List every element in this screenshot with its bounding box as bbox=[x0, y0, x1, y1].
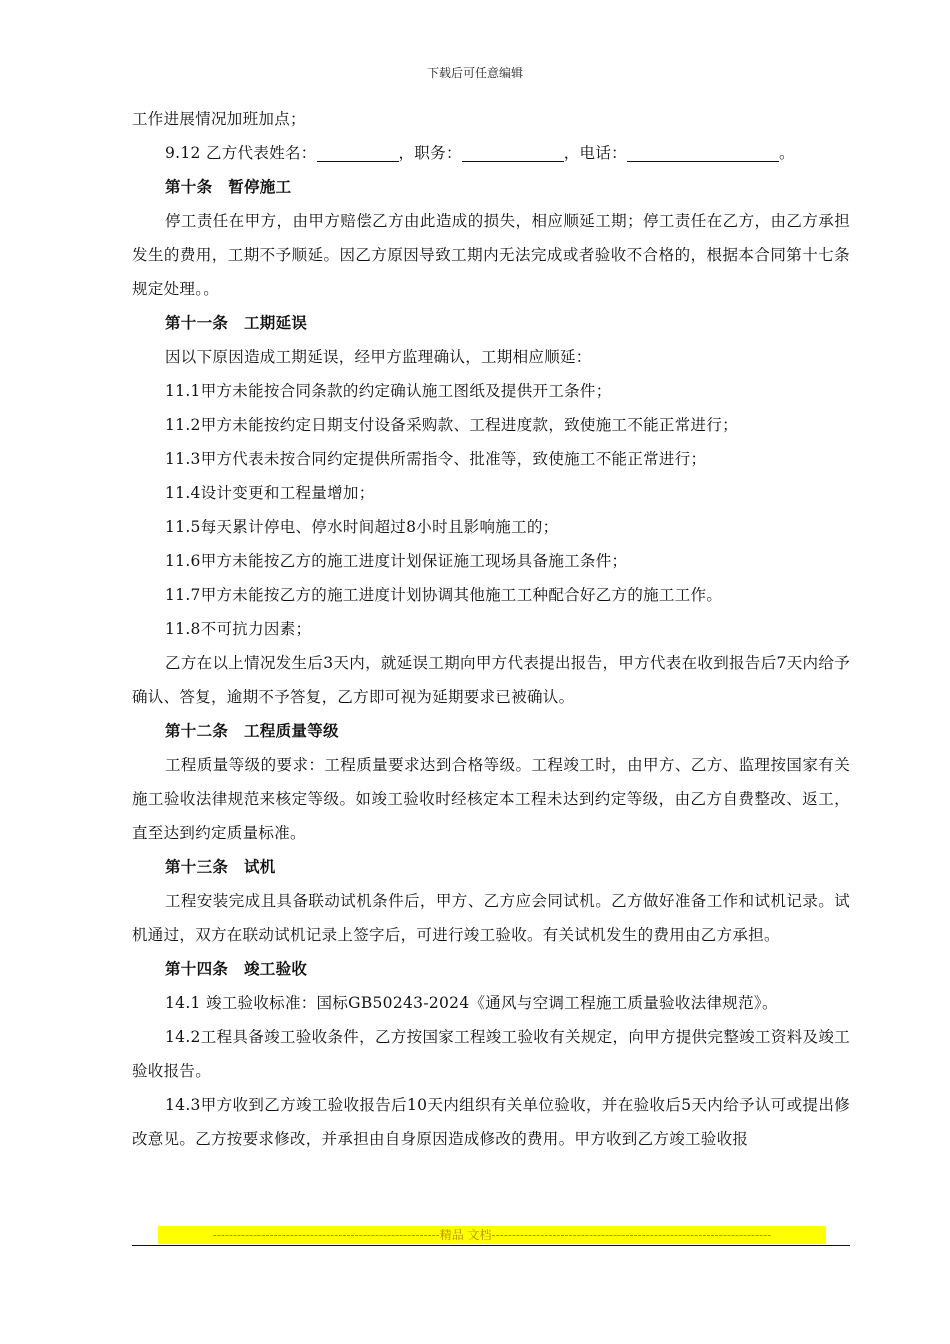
page-header: 下载后可任意编辑 bbox=[426, 66, 523, 80]
rep-end: 。 bbox=[778, 144, 795, 162]
footer-banner: --------------------------------------------------------精品 文档--------------------------------------------------------------------- bbox=[158, 1226, 826, 1244]
representative-line bbox=[132, 136, 850, 170]
rep-name-label: 9.12 乙方代表姓名： bbox=[165, 144, 317, 162]
clause-item: 14.1 竣工验收标准：国标GB50243-2024《通风与空调工程施工质量验收法律规范》。 bbox=[165, 994, 778, 1012]
clause-item: 11.5每天累计停电、停水时间超过8小时且影响施工的； bbox=[165, 518, 559, 536]
clause-item: 11.3甲方代表未按合同约定提供所需指令、批准等，致使施工不能正常进行； bbox=[165, 450, 707, 468]
document-body bbox=[132, 102, 850, 1156]
clause-item: 11.7甲方未能按乙方的施工进度计划协调其他施工工种配合好乙方的施工工作。 bbox=[165, 586, 723, 604]
section-heading: 第十三条 试机 bbox=[165, 857, 276, 876]
rep-job-blank bbox=[462, 143, 564, 162]
paragraph: 工程质量等级的要求：工程质量要求达到合格等级。工程竣工时，由甲方、乙方、监理按国家有关施工验收法律规范来核定等级。如竣工验收时经核定本工程未达到约定等级，由乙方自费整改、返工，直至达到约定质量标准。 bbox=[132, 756, 850, 842]
rep-phone-blank bbox=[627, 143, 779, 162]
clause-item: 11.2甲方未能按约定日期支付设备采购款、工程进度款，致使施工不能正常进行； bbox=[165, 416, 738, 434]
section-heading: 第十条 暂停施工 bbox=[165, 177, 292, 196]
clause-item: 14.3甲方收到乙方竣工验收报告后10天内组织有关单位验收，并在验收后5天内给予认可或提出修改意见。乙方按要求修改，并承担由自身原因造成修改的费用。甲方收到乙方竣工验收报 bbox=[132, 1096, 850, 1148]
clause-item: 11.4设计变更和工程量增加； bbox=[165, 484, 375, 502]
rep-name-blank bbox=[317, 143, 399, 162]
clause-item: 11.6甲方未能按乙方的施工进度计划保证施工现场具备施工条件； bbox=[165, 552, 628, 570]
section-heading: 第十二条 工程质量等级 bbox=[165, 721, 339, 740]
section-heading: 第十四条 竣工验收 bbox=[165, 959, 308, 978]
paragraph: 停工责任在甲方，由甲方赔偿乙方由此造成的损失，相应顺延工期；停工责任在乙方，由乙方承担发生的费用，工期不予顺延。因乙方原因导致工期内无法完成或者验收不合格的，根据本合同第十七条规定处理。。 bbox=[132, 212, 850, 298]
paragraph: 乙方在以上情况发生后3天内，就延误工期向甲方代表提出报告，甲方代表在收到报告后7天内给予确认、答复，逾期不予答复，乙方即可视为延期要求已被确认。 bbox=[132, 654, 850, 706]
paragraph: 因以下原因造成工期延误，经甲方监理确认，工期相应顺延： bbox=[165, 348, 592, 366]
paragraph: 工程安装完成且具备联动试机条件后，甲方、乙方应会同试机。乙方做好准备工作和试机记录。试机通过，双方在联动试机记录上签字后，可进行竣工验收。有关试机发生的费用由乙方承担。 bbox=[132, 892, 850, 944]
rep-phone-label: ，电话： bbox=[563, 144, 627, 162]
rep-job-label: ，职务： bbox=[398, 144, 462, 162]
paragraph: 工作进展情况加班加点； bbox=[132, 110, 306, 128]
clause-item: 11.1甲方未能按合同条款的约定确认施工图纸及提供开工条件； bbox=[165, 382, 612, 400]
clause-item: 11.8不可抗力因素； bbox=[165, 620, 312, 638]
section-heading: 第十一条 工期延误 bbox=[165, 313, 308, 332]
footer-divider bbox=[132, 1245, 850, 1246]
clause-item: 14.2工程具备竣工验收条件，乙方按国家工程竣工验收有关规定，向甲方提供完整竣工资料及竣工验收报告。 bbox=[132, 1028, 850, 1080]
